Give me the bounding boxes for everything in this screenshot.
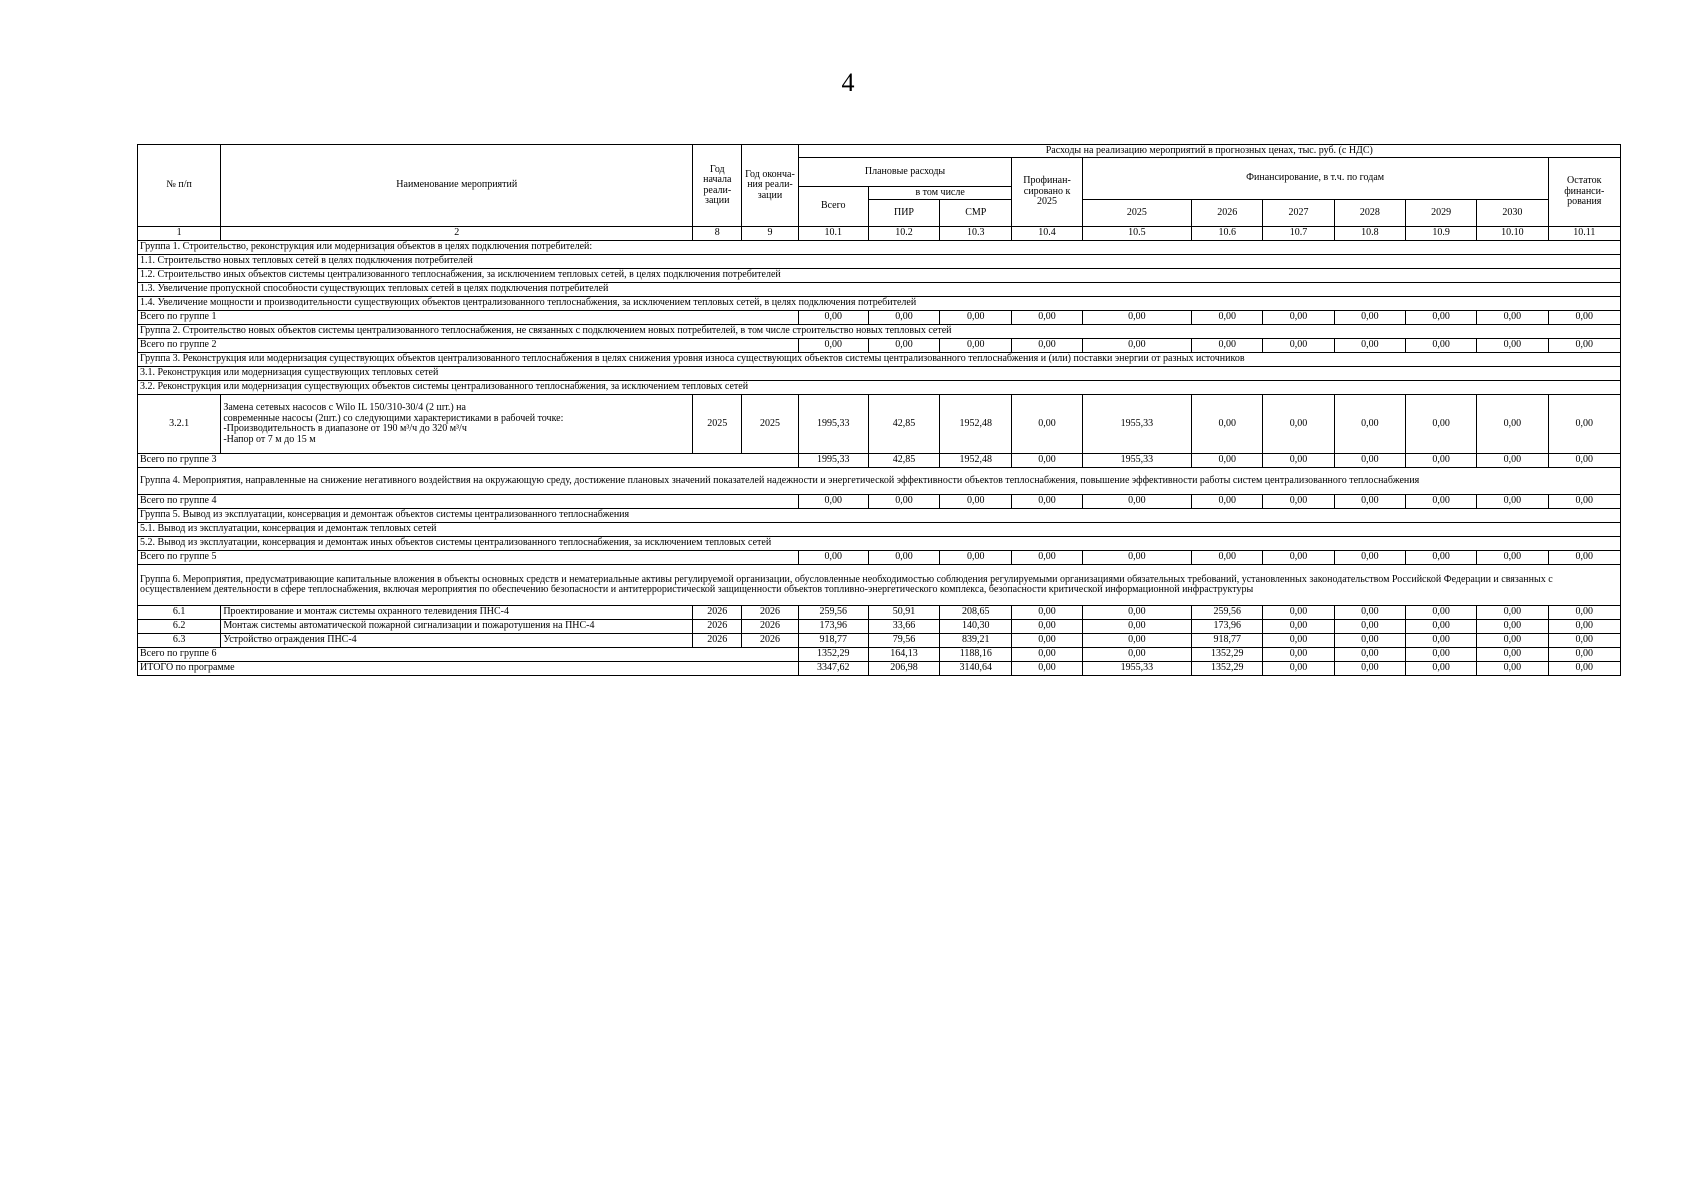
program-table-sheet (137, 144, 1621, 676)
value-cell: 0,00 (868, 339, 939, 353)
header-year-2030: 2030 (1477, 200, 1548, 227)
header-remainder: Остаток финанси-рования (1548, 158, 1620, 227)
value-cell: 0,00 (1334, 454, 1405, 468)
value-cell: 0,00 (1263, 648, 1334, 662)
value-cell: 0,00 (1012, 395, 1082, 454)
header-total: Всего (798, 187, 868, 227)
value-cell: 0,00 (1477, 495, 1548, 509)
value-cell: 0,00 (1334, 634, 1405, 648)
header-pir: ПИР (868, 200, 939, 227)
value-cell: 0,00 (1548, 606, 1620, 620)
header-planned: Плановые расходы (798, 158, 1012, 187)
header-start-year: Год начала реали-зации (693, 145, 742, 227)
value-cell: 0,00 (1405, 551, 1476, 565)
item-name-line: современные насосы (2шт.) со следующими характеристиками в рабочей точке: (223, 412, 564, 424)
value-cell: 0,00 (1192, 454, 1263, 468)
subgroup-5-2: 5.2. Вывод из эксплуатации, консервация и демонтаж иных объектов системы централизованного теплоснабжения, за исключением тепловых сетей (138, 537, 1621, 551)
value-cell: 0,00 (868, 551, 939, 565)
subgroup-5-1: 5.1. Вывод из эксплуатации, консервация и демонтаж тепловых сетей (138, 523, 1621, 537)
subgroup-1-2: 1.2. Строительство иных объектов системы централизованного теплоснабжения, за исключением тепловых сетей, в целях подключения потребителей (138, 269, 1621, 283)
column-number: 10.9 (1405, 227, 1476, 241)
value-cell: 0,00 (1082, 311, 1191, 325)
group-4-title: Группа 4. Мероприятия, направленные на снижение негативного воздействия на окружающую среду, достижение плановых значений показателей надежности и энергетической эффективности объектов теплоснабжения, повышение эффективности работы систем централизованного теплоснабжения (138, 468, 1621, 495)
value-cell: 42,85 (868, 454, 939, 468)
total-label: Всего по группе 6 (138, 648, 799, 662)
value-cell: 0,00 (1477, 648, 1548, 662)
value-cell: 259,56 (1192, 606, 1263, 620)
value-cell: 1995,33 (798, 454, 868, 468)
subgroup-3-1: 3.1. Реконструкция или модернизация существующих тепловых сетей (138, 367, 1621, 381)
total-label: Всего по группе 1 (138, 311, 799, 325)
value-cell: 206,98 (868, 662, 939, 676)
value-cell: 0,00 (1334, 395, 1405, 454)
value-cell: 0,00 (798, 339, 868, 353)
total-label: Всего по группе 3 (138, 454, 799, 468)
column-number: 1 (138, 227, 221, 241)
value-cell: 0,00 (940, 339, 1012, 353)
value-cell: 0,00 (1548, 634, 1620, 648)
value-cell: 0,00 (798, 495, 868, 509)
total-label: Всего по группе 2 (138, 339, 799, 353)
group-6-total-row (138, 648, 1621, 662)
column-numbers-row (138, 227, 1621, 241)
value-cell: 0,00 (1012, 606, 1082, 620)
value-cell: 0,00 (1012, 551, 1082, 565)
item-start-year: 2025 (693, 395, 742, 454)
investment-program-table (137, 144, 1621, 676)
value-cell: 259,56 (798, 606, 868, 620)
value-cell: 0,00 (1548, 454, 1620, 468)
value-cell: 0,00 (1263, 495, 1334, 509)
value-cell: 0,00 (1405, 620, 1476, 634)
item-end-year: 2026 (742, 606, 798, 620)
column-number: 10.5 (1082, 227, 1191, 241)
item-end-year: 2026 (742, 620, 798, 634)
value-cell: 3347,62 (798, 662, 868, 676)
value-cell: 173,96 (798, 620, 868, 634)
group-1-total-row (138, 311, 1621, 325)
value-cell: 42,85 (868, 395, 939, 454)
value-cell: 0,00 (1405, 606, 1476, 620)
item-end-year: 2025 (742, 395, 798, 454)
header-year-2028: 2028 (1334, 200, 1405, 227)
column-number: 10.7 (1263, 227, 1334, 241)
value-cell: 0,00 (1334, 662, 1405, 676)
value-cell: 0,00 (1548, 395, 1620, 454)
value-cell: 0,00 (1477, 551, 1548, 565)
program-total-label: ИТОГО по программе (138, 662, 799, 676)
value-cell: 0,00 (1082, 551, 1191, 565)
group-1-title: Группа 1. Строительство, реконструкция или модернизация объектов в целях подключения потребителей: (138, 241, 1621, 255)
value-cell: 0,00 (1012, 495, 1082, 509)
value-cell: 0,00 (1263, 620, 1334, 634)
value-cell: 0,00 (1012, 454, 1082, 468)
value-cell: 0,00 (868, 495, 939, 509)
value-cell: 140,30 (940, 620, 1012, 634)
column-number: 10.2 (868, 227, 939, 241)
value-cell: 0,00 (1477, 395, 1548, 454)
subgroup-3-2: 3.2. Реконструкция или модернизация существующих объектов системы централизованного теплоснабжения, за исключением тепловых сетей (138, 381, 1621, 395)
value-cell: 0,00 (1334, 620, 1405, 634)
column-number: 9 (742, 227, 798, 241)
value-cell: 0,00 (1263, 395, 1334, 454)
column-number: 10.1 (798, 227, 868, 241)
column-number: 10.4 (1012, 227, 1082, 241)
value-cell: 0,00 (1405, 648, 1476, 662)
value-cell: 164,13 (868, 648, 939, 662)
subgroup-1-3: 1.3. Увеличение пропускной способности существующих тепловых сетей в целях подключения потребителей (138, 283, 1621, 297)
value-cell: 0,00 (1082, 620, 1191, 634)
value-cell: 0,00 (1012, 620, 1082, 634)
value-cell: 1955,33 (1082, 395, 1191, 454)
item-number: 6.1 (138, 606, 221, 620)
header-year-2025: 2025 (1082, 200, 1191, 227)
value-cell: 0,00 (1012, 648, 1082, 662)
value-cell: 1352,29 (1192, 648, 1263, 662)
value-cell: 0,00 (1012, 662, 1082, 676)
group-2-total-row (138, 339, 1621, 353)
value-cell: 0,00 (1477, 606, 1548, 620)
value-cell: 0,00 (1548, 495, 1620, 509)
value-cell: 918,77 (798, 634, 868, 648)
value-cell: 79,56 (868, 634, 939, 648)
column-number: 10.10 (1477, 227, 1548, 241)
value-cell: 0,00 (1082, 339, 1191, 353)
value-cell: 1952,48 (940, 454, 1012, 468)
value-cell: 0,00 (940, 311, 1012, 325)
value-cell: 0,00 (1405, 395, 1476, 454)
value-cell: 0,00 (940, 551, 1012, 565)
group-5-title: Группа 5. Вывод из эксплуатации, консервация и демонтаж объектов системы централизованного теплоснабжения (138, 509, 1621, 523)
value-cell: 839,21 (940, 634, 1012, 648)
value-cell: 0,00 (1192, 311, 1263, 325)
value-cell: 173,96 (1192, 620, 1263, 634)
item-end-year: 2026 (742, 634, 798, 648)
value-cell: 33,66 (868, 620, 939, 634)
value-cell: 0,00 (1192, 395, 1263, 454)
value-cell: 50,91 (868, 606, 939, 620)
value-cell: 0,00 (1012, 339, 1082, 353)
value-cell: 0,00 (1477, 662, 1548, 676)
value-cell: 0,00 (940, 495, 1012, 509)
value-cell: 208,65 (940, 606, 1012, 620)
page-number: 4 (841, 68, 855, 97)
column-number: 10.11 (1548, 227, 1620, 241)
item-name-line: Замена сетевых насосов с Wilo IL 150/310-30/4 (2 шт.) на (223, 402, 466, 413)
value-cell: 0,00 (1012, 634, 1082, 648)
item-name (221, 395, 693, 454)
value-cell: 0,00 (1334, 606, 1405, 620)
value-cell: 0,00 (1082, 495, 1191, 509)
item-row-3-2-1 (138, 395, 1621, 454)
header-end-year: Год оконча-ния реали-зации (742, 145, 798, 227)
value-cell: 0,00 (1334, 551, 1405, 565)
value-cell: 0,00 (1477, 311, 1548, 325)
value-cell: 0,00 (1082, 606, 1191, 620)
value-cell: 0,00 (1405, 662, 1476, 676)
column-number: 2 (221, 227, 693, 241)
value-cell: 0,00 (1263, 606, 1334, 620)
value-cell: 0,00 (1263, 454, 1334, 468)
header-including: в том числе (868, 187, 1012, 200)
value-cell: 0,00 (1405, 495, 1476, 509)
group-3-total-row (138, 454, 1621, 468)
value-cell: 1188,16 (940, 648, 1012, 662)
value-cell: 0,00 (1548, 311, 1620, 325)
value-cell: 0,00 (1263, 662, 1334, 676)
value-cell: 0,00 (1477, 620, 1548, 634)
value-cell: 0,00 (1082, 634, 1191, 648)
item-start-year: 2026 (693, 634, 742, 648)
item-start-year: 2026 (693, 620, 742, 634)
value-cell: 0,00 (1012, 311, 1082, 325)
item-number: 6.3 (138, 634, 221, 648)
value-cell: 0,00 (1548, 662, 1620, 676)
column-number: 10.6 (1192, 227, 1263, 241)
total-label: Всего по группе 5 (138, 551, 799, 565)
value-cell: 0,00 (1334, 311, 1405, 325)
value-cell: 0,00 (1192, 495, 1263, 509)
header-year-2029: 2029 (1405, 200, 1476, 227)
value-cell: 1995,33 (798, 395, 868, 454)
column-number: 8 (693, 227, 742, 241)
value-cell: 918,77 (1192, 634, 1263, 648)
value-cell: 0,00 (1334, 495, 1405, 509)
value-cell: 0,00 (1082, 648, 1191, 662)
value-cell: 0,00 (1405, 454, 1476, 468)
value-cell: 0,00 (1263, 634, 1334, 648)
value-cell: 0,00 (1263, 551, 1334, 565)
value-cell: 0,00 (1548, 551, 1620, 565)
value-cell: 0,00 (1405, 634, 1476, 648)
header-smr: СМР (940, 200, 1012, 227)
value-cell: 0,00 (1477, 634, 1548, 648)
column-number: 10.3 (940, 227, 1012, 241)
value-cell: 0,00 (798, 311, 868, 325)
item-row-6-2 (138, 620, 1621, 634)
value-cell: 0,00 (868, 311, 939, 325)
column-number: 10.8 (1334, 227, 1405, 241)
value-cell: 0,00 (1334, 339, 1405, 353)
value-cell: 1955,33 (1082, 454, 1191, 468)
value-cell: 1952,48 (940, 395, 1012, 454)
value-cell: 0,00 (1477, 454, 1548, 468)
item-name: Монтаж системы автоматической пожарной сигнализации и пожаротушения на ПНС-4 (221, 620, 693, 634)
value-cell: 0,00 (1263, 311, 1334, 325)
item-name-line: -Напор от 7 м до 15 м (223, 433, 316, 445)
value-cell: 0,00 (1192, 551, 1263, 565)
total-label: Всего по группе 4 (138, 495, 799, 509)
value-cell: 0,00 (1405, 311, 1476, 325)
value-cell: 0,00 (1548, 339, 1620, 353)
item-row-6-3 (138, 634, 1621, 648)
value-cell: 0,00 (798, 551, 868, 565)
item-name: Устройство ограждения ПНС-4 (221, 634, 693, 648)
header-name: Наименование мероприятий (221, 145, 693, 227)
group-3-title: Группа 3. Реконструкция или модернизация существующих объектов централизованного теплоснабжения в целях снижения уровня износа существующих объектов системы централизованного теплоснабжения и (или) поставки энергии от разных источников (138, 353, 1621, 367)
header-year-2027: 2027 (1263, 200, 1334, 227)
item-number: 3.2.1 (138, 395, 221, 454)
item-name-line: -Производительность в диапазоне от 190 м³/ч до 320 м³/ч (223, 423, 467, 434)
group-4-total-row (138, 495, 1621, 509)
group-6-title: Группа 6. Мероприятия, предусматривающие капитальные вложения в объекты основных средств и нематериальные активы регулируемой организации, обусловленные необходимостью соблюдения регулируемыми организациями обязательных требований, установленных законодательством Российской Федерации и связанных с осуществлением деятельности в сфере теплоснабжения, включая мероприятия по обеспечению безопасности и антитеррористической защищенности объектов топливно-энергетического комплекса, безопасности критической информационной инфраструктуры (138, 565, 1621, 606)
value-cell: 0,00 (1548, 620, 1620, 634)
value-cell: 0,00 (1192, 339, 1263, 353)
item-start-year: 2026 (693, 606, 742, 620)
program-total-row (138, 662, 1621, 676)
value-cell: 0,00 (1263, 339, 1334, 353)
header-prefinanced: Профинан-сировано к 2025 (1012, 158, 1082, 227)
group-2-title: Группа 2. Строительство новых объектов системы централизованного теплоснабжения, не связанных с подключением новых потребителей, в том числе строительство новых тепловых сетей (138, 325, 1621, 339)
group-5-total-row (138, 551, 1621, 565)
value-cell: 0,00 (1334, 648, 1405, 662)
value-cell: 0,00 (1477, 339, 1548, 353)
value-cell: 3140,64 (940, 662, 1012, 676)
value-cell: 1955,33 (1082, 662, 1191, 676)
subgroup-1-1: 1.1. Строительство новых тепловых сетей в целях подключения потребителей (138, 255, 1621, 269)
item-number: 6.2 (138, 620, 221, 634)
value-cell: 0,00 (1548, 648, 1620, 662)
subgroup-1-4: 1.4. Увеличение мощности и производительности существующих объектов централизованного теплоснабжения, за исключением тепловых сетей, в целях подключения потребителей (138, 297, 1621, 311)
item-row-6-1 (138, 606, 1621, 620)
value-cell: 1352,29 (798, 648, 868, 662)
value-cell: 0,00 (1405, 339, 1476, 353)
header-financing-by-years: Финансирование, в т.ч. по годам (1082, 158, 1548, 200)
header-year-2026: 2026 (1192, 200, 1263, 227)
header-num: № п/п (138, 145, 221, 227)
header-expenses-title: Расходы на реализацию мероприятий в прогнозных ценах, тыс. руб. (с НДС) (798, 145, 1620, 158)
value-cell: 1352,29 (1192, 662, 1263, 676)
item-name: Проектирование и монтаж системы охранного телевидения ПНС-4 (221, 606, 693, 620)
